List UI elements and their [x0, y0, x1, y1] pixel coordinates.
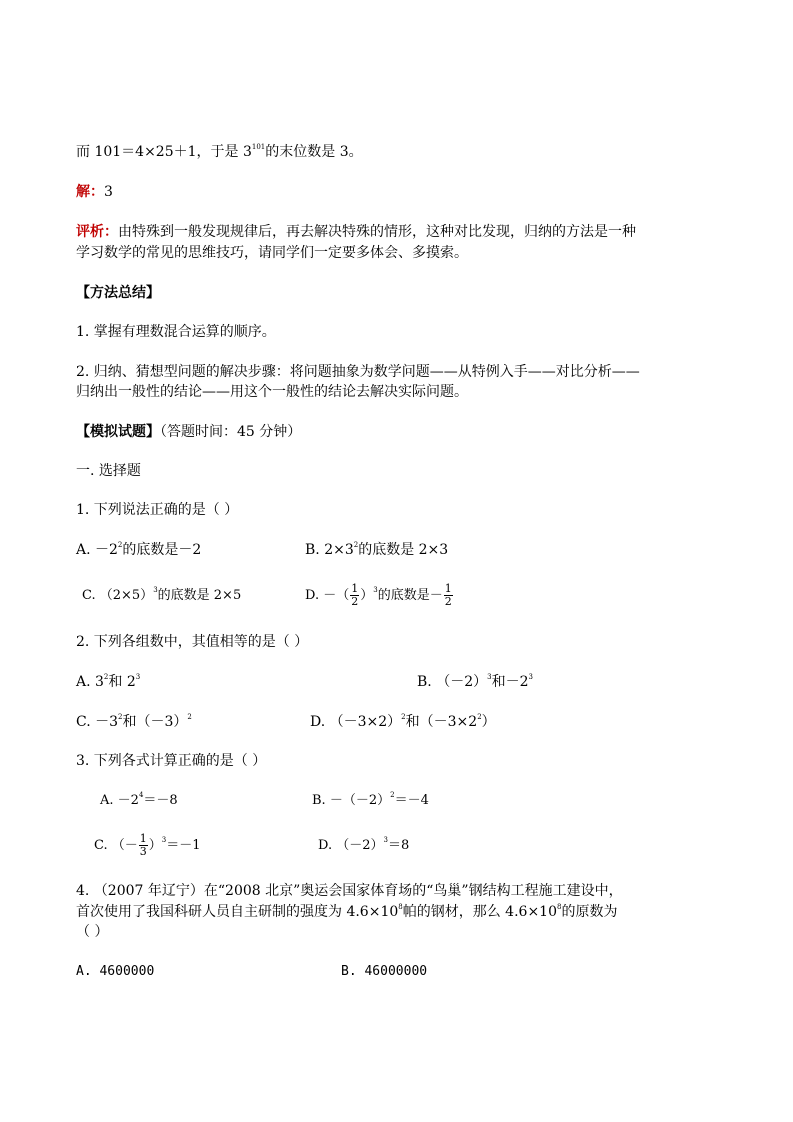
fraction-numerator: 1: [444, 582, 452, 595]
section-choice-heading: 一. 选择题: [76, 463, 141, 479]
solution-answer: 3: [104, 184, 113, 200]
option-text: B. （－2）: [417, 674, 488, 690]
exponent: 3: [373, 586, 378, 594]
option-text: D. （－2）: [318, 838, 384, 853]
solution-line: [76, 182, 113, 202]
fraction: [350, 583, 359, 608]
exponent: 2: [477, 713, 482, 721]
option-text: 的底数是－2: [122, 542, 202, 558]
method-item-1: 1. 掌握有理数混合运算的顺序。: [76, 324, 276, 340]
option-text: 的底数是 2×5: [157, 588, 242, 603]
exponent: 2: [103, 673, 109, 681]
exponent: 2: [353, 541, 359, 549]
exponent: 2: [187, 713, 192, 721]
option-text: A. 3: [76, 674, 104, 690]
exponent: 3: [153, 586, 158, 594]
option-text: ＝－4: [394, 793, 429, 808]
question-1-option-a: [76, 540, 201, 560]
option-text: 和 2: [108, 674, 136, 690]
option-text: 和（－3×2: [405, 714, 478, 730]
question-4-line-3: （ ）: [76, 924, 109, 940]
analysis-line-1: [76, 222, 636, 242]
option-text: B. －（－2）: [312, 793, 391, 808]
analysis-text-1: 由特殊到一般发现规律后，再去解决特殊的情形，这种对比发现，归纳的方法是一种: [118, 224, 636, 240]
exponent: 2: [118, 713, 123, 721]
question-4-line-1: 4. （2007 年辽宁）在“2008 北京”奥运会国家体育场的“鸟巢”钢结构工程施工建设中，: [76, 883, 623, 899]
question-2-option-a: [76, 672, 140, 692]
fraction-denominator: 3: [139, 845, 147, 858]
exponent: 3: [135, 673, 141, 681]
option-text: ）: [148, 838, 162, 853]
option-text: C. －3: [76, 714, 119, 730]
option-text: ）: [360, 588, 374, 603]
method-summary-heading: 【方法总结】: [76, 285, 160, 301]
conclusion-text: 而 101＝4×25＋1，于是 3: [76, 144, 252, 160]
exponent: 2: [117, 541, 123, 549]
question-3-option-c: [94, 828, 201, 864]
analysis-line-2: [76, 243, 468, 263]
option-text: ＝－8: [143, 793, 178, 808]
fraction-denominator: 2: [444, 595, 452, 608]
question-4-option-a: A. 4600000: [76, 964, 155, 979]
option-text: C. （－: [94, 838, 138, 853]
conclusion-text-end: 的末位数是 3。: [265, 144, 363, 160]
question-3-option-b: [312, 791, 429, 811]
mock-test-title: 【模拟试题】: [76, 424, 160, 440]
question-1-option-d: [305, 578, 454, 614]
option-text: D. －（: [305, 588, 350, 603]
fraction-denominator: 2: [351, 595, 359, 608]
exponent: 2: [401, 713, 406, 721]
fraction-numerator: 1: [139, 832, 147, 845]
exponent: 3: [383, 836, 388, 844]
option-text: 的底数是 2×3: [358, 542, 449, 558]
analysis-label: 评析：: [76, 224, 118, 240]
mock-test-time: （答题时间：45 分钟）: [160, 424, 302, 440]
question-3-option-d: [318, 836, 409, 856]
question-4-line-2: [76, 902, 617, 922]
option-text: ）: [481, 714, 496, 730]
fraction-numerator: 1: [351, 582, 359, 595]
question-2-option-d: [310, 712, 496, 732]
question-1-option-b: [305, 540, 448, 560]
question-3-option-a: [100, 791, 178, 811]
option-text: ＝－1: [166, 838, 201, 853]
method-item-2-line-1: 2. 归纳、猜想型问题的解决步骤：将问题抽象为数学问题——从特例入手——对比分析——: [76, 364, 640, 380]
exponent: 4: [138, 791, 144, 799]
question-text: 的原数为: [561, 904, 618, 920]
question-2-option-b: [417, 672, 533, 692]
exponent: 8: [557, 903, 562, 911]
fraction: [444, 583, 453, 608]
option-text: D. （－3×2）: [310, 714, 402, 730]
exponent: 101: [251, 143, 266, 151]
question-1-option-c: [82, 586, 241, 606]
question-3-stem: 3. 下列各式计算正确的是（ ）: [76, 753, 267, 769]
option-text: C. （2×5）: [82, 588, 154, 603]
option-text: ＝8: [387, 838, 410, 853]
question-2-option-c: [76, 712, 192, 732]
method-item-2-line-2: 归纳出一般性的结论——用这个一般性的结论去解决实际问题。: [76, 384, 468, 400]
option-text: 和（－3）: [122, 714, 188, 730]
exponent: 8: [398, 903, 403, 911]
solution-label: 解：: [76, 184, 104, 200]
question-text: 帕的钢材，那么 4.6×10: [402, 904, 557, 920]
mock-test-heading: [76, 422, 301, 442]
option-text: B. 2×3: [305, 542, 354, 558]
exponent: 3: [487, 673, 492, 681]
exponent: 3: [528, 673, 533, 681]
fraction: [139, 833, 148, 858]
exponent: 2: [390, 791, 395, 799]
question-1-stem: 1. 下列说法正确的是（ ）: [76, 502, 239, 518]
option-text: A. －2: [76, 542, 118, 558]
question-text: 首次使用了我国科研人员自主研制的强度为 4.6×10: [76, 904, 399, 920]
conclusion-line: [76, 142, 363, 162]
exponent: 3: [161, 836, 167, 844]
option-text: 和－2: [491, 674, 529, 690]
option-text: A. －2: [100, 793, 139, 808]
question-2-stem: 2. 下列各组数中，其值相等的是（ ）: [76, 634, 309, 650]
question-4-option-b: B. 46000000: [341, 964, 428, 979]
option-text: 的底数是－: [377, 588, 443, 603]
analysis-text-2: 学习数学的常见的思维技巧，请同学们一定要多体会、多摸索。: [76, 245, 468, 261]
